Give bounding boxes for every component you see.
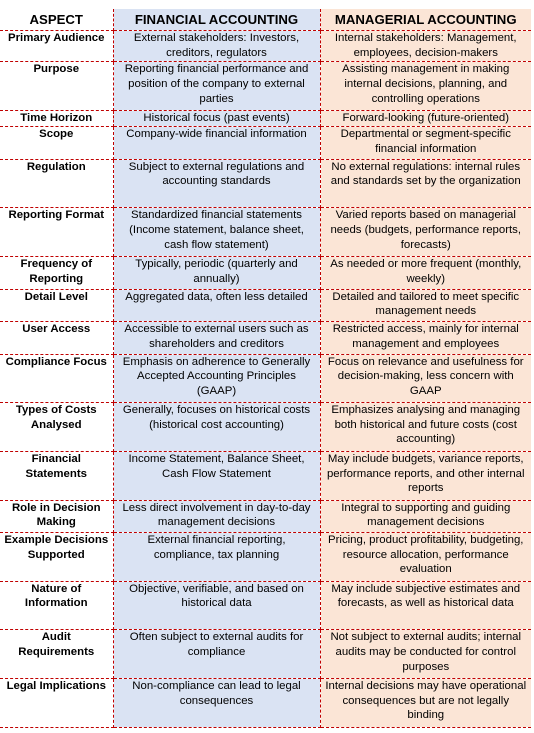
table-row [0, 208, 531, 257]
aspect-cell: Primary Audience [0, 31, 113, 62]
financial-cell: Emphasis on adherence to Generally Accepted Accounting Principles (GAAP) [113, 354, 320, 403]
table-row [0, 31, 531, 62]
aspect-cell: Role in Decision Making [0, 500, 113, 532]
table-row [0, 159, 531, 208]
table-row [0, 62, 531, 111]
financial-cell: External financial reporting, compliance, tax planning [113, 533, 320, 582]
managerial-cell: May include subjective estimates and forecasts, as well as historical data [320, 581, 531, 630]
managerial-cell: Varied reports based on managerial needs (budgets, performance reports, forecasts) [320, 208, 531, 257]
managerial-cell: Detailed and tailored to meet specific management needs [320, 289, 531, 321]
managerial-cell: Forward-looking (future-oriented) [320, 111, 531, 127]
aspect-cell: Frequency of Reporting [0, 257, 113, 289]
table-row [0, 257, 531, 289]
managerial-cell: Pricing, product profitability, budgeting, resource allocation, performance evaluation [320, 533, 531, 582]
aspect-cell: Audit Requirements [0, 630, 113, 679]
managerial-cell: Restricted access, mainly for internal management and employees [320, 322, 531, 354]
managerial-cell: Focus on relevance and usefulness for decision-making, less concern with GAAP [320, 354, 531, 403]
table-row [0, 322, 531, 354]
managerial-cell: As needed or more frequent (monthly, weekly) [320, 257, 531, 289]
financial-cell: Generally, focuses on historical costs (historical cost accounting) [113, 403, 320, 452]
managerial-cell: Emphasizes analysing and managing both historical and future costs (cost accounting) [320, 403, 531, 452]
managerial-cell: No external regulations: internal rules and standards set by the organization [320, 159, 531, 208]
financial-cell: Income Statement, Balance Sheet, Cash Flow Statement [113, 451, 320, 500]
financial-cell: Non-compliance can lead to legal consequences [113, 679, 320, 728]
aspect-cell: Types of Costs Analysed [0, 403, 113, 452]
aspect-cell: Reporting Format [0, 208, 113, 257]
aspect-cell: Time Horizon [0, 111, 113, 127]
financial-cell: Historical focus (past events) [113, 111, 320, 127]
financial-cell: Reporting financial performance and position of the company to external parties [113, 62, 320, 111]
managerial-cell: Assisting management in making internal decisions, planning, and controlling operations [320, 62, 531, 111]
table-row [0, 111, 531, 127]
aspect-cell: Nature of Information [0, 581, 113, 630]
table-row [0, 289, 531, 321]
aspect-cell: Financial Statements [0, 451, 113, 500]
aspect-cell: User Access [0, 322, 113, 354]
aspect-cell: Detail Level [0, 289, 113, 321]
financial-cell: Standardized financial statements (Income statement, balance sheet, cash flow statement) [113, 208, 320, 257]
aspect-cell: Example Decisions Supported [0, 533, 113, 582]
financial-cell: Subject to external regulations and accounting standards [113, 159, 320, 208]
managerial-cell: Internal stakeholders: Management, employees, decision-makers [320, 31, 531, 62]
comparison-table [0, 9, 531, 728]
table-row [0, 127, 531, 159]
managerial-cell: Integral to supporting and guiding management decisions [320, 500, 531, 532]
header-managerial-accounting: MANAGERIAL ACCOUNTING [320, 9, 531, 31]
financial-cell: Less direct involvement in day-to-day management decisions [113, 500, 320, 532]
financial-cell: Often subject to external audits for compliance [113, 630, 320, 679]
header-row [0, 9, 531, 31]
managerial-cell: Internal decisions may have operational consequences but are not legally binding [320, 679, 531, 728]
financial-cell: Company-wide financial information [113, 127, 320, 159]
table-row [0, 679, 531, 728]
financial-cell: Typically, periodic (quarterly and annually) [113, 257, 320, 289]
header-aspect: ASPECT [0, 9, 113, 31]
aspect-cell: Regulation [0, 159, 113, 208]
aspect-cell: Scope [0, 127, 113, 159]
table-row [0, 403, 531, 452]
managerial-cell: May include budgets, variance reports, performance reports, and other internal reports [320, 451, 531, 500]
table-row [0, 630, 531, 679]
aspect-cell: Compliance Focus [0, 354, 113, 403]
table-row [0, 451, 531, 500]
aspect-cell: Legal Implications [0, 679, 113, 728]
table-row [0, 533, 531, 582]
table-row [0, 354, 531, 403]
table-row [0, 500, 531, 532]
managerial-cell: Not subject to external audits; internal audits may be conducted for control purposes [320, 630, 531, 679]
table-row [0, 581, 531, 630]
financial-cell: Aggregated data, often less detailed [113, 289, 320, 321]
aspect-cell: Purpose [0, 62, 113, 111]
financial-cell: Accessible to external users such as shareholders and creditors [113, 322, 320, 354]
header-financial-accounting: FINANCIAL ACCOUNTING [113, 9, 320, 31]
financial-cell: External stakeholders: Investors, creditors, regulators [113, 31, 320, 62]
financial-cell: Objective, verifiable, and based on historical data [113, 581, 320, 630]
managerial-cell: Departmental or segment-specific financial information [320, 127, 531, 159]
